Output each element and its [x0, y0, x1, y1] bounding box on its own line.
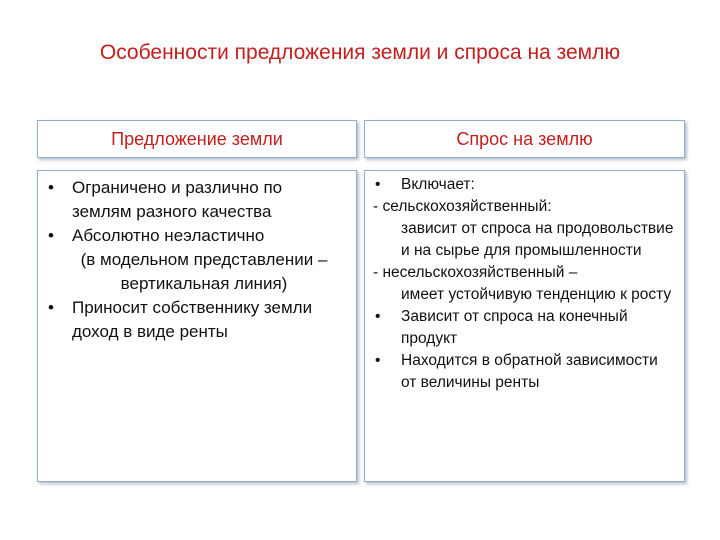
sub-item-head: - сельскохозяйственный: [373, 198, 552, 215]
slide-title: Особенности предложения земли и спроса на землю [99, 41, 621, 64]
list-item [46, 296, 346, 344]
list-item-text: Ограничено и различно по землям разного качества [72, 178, 283, 221]
sub-item-text: зависит от спроса на продовольствие и на сырье для промышленности [401, 220, 674, 259]
list-item: • Зависит от спроса на конечный продукт [373, 306, 676, 350]
land-demand-header-box [364, 120, 685, 158]
land-supply-header-box [37, 120, 357, 158]
list-item-note: (в модельном представлении – вертикальная линия) [80, 250, 328, 293]
land-demand-content [364, 170, 685, 482]
land-demand-header: Спрос на землю [456, 128, 593, 149]
sub-item-agricultural [373, 196, 676, 262]
list-item [46, 176, 346, 224]
sub-item-head: - несельскохозяйственный – [373, 264, 578, 281]
land-supply-header: Предложение земли [111, 128, 283, 149]
list-item-text: Абсолютно неэластично [72, 226, 265, 245]
land-supply-list [46, 176, 346, 344]
sub-item-non-agricultural [373, 262, 676, 306]
sub-item-text: имеет устойчивую тенденцию к росту [401, 286, 672, 303]
land-demand-list [373, 174, 676, 394]
list-item [46, 224, 346, 296]
list-item: • Включает: [373, 174, 676, 196]
land-supply-content [37, 170, 357, 482]
list-item-text: Приносит собственнику земли доход в виде ренты [72, 298, 313, 341]
list-item: • Находится в обратной зависимости от величины ренты [373, 350, 676, 394]
